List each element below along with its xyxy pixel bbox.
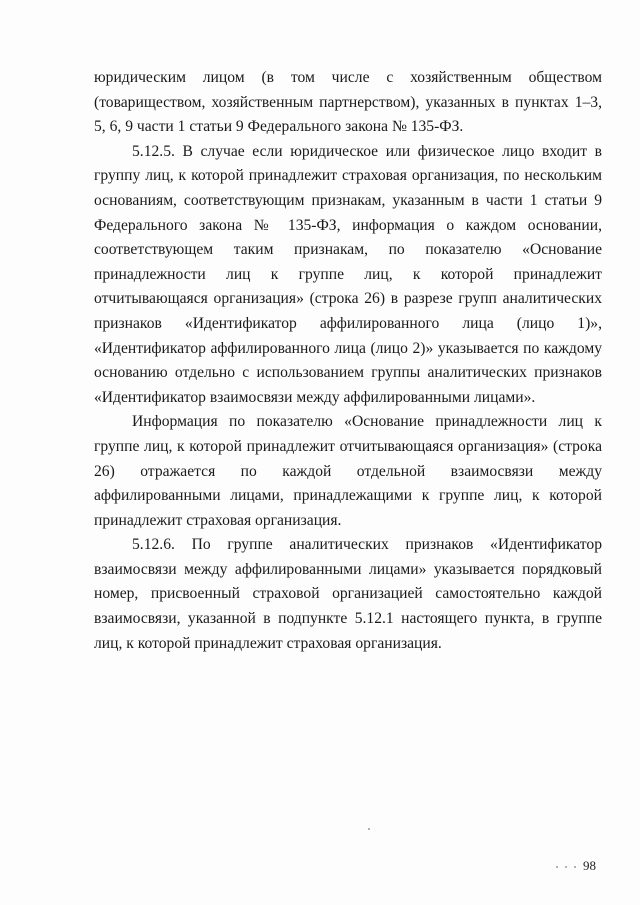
scan-speck	[565, 866, 567, 868]
paragraph-information: Информация по показателю «Основание принадлежности лиц к группе лиц, к которой принадлежит отчитывающаяся организация» (строка 26) отражается по каждой отдельной взаимосвязи между аффилированными лицами, принадлежащими к группе лиц, к которой принадлежит страховая организация.	[94, 413, 602, 529]
paragraph-5-12-5: 5.12.5. В случае если юридическое или физическое лицо входит в группу лиц, к которой принадлежит страховая организация, по нескольким основаниям, соответствующим признакам, указанным в части 1 статьи 9 Федерального закона № 135-ФЗ, информация о каждом основании, соответствующем таким признакам, по показателю «Основание принадлежности лиц к группе лиц, к которой принадлежит отчитывающаяся организация» (строка 26) в разрезе групп аналитических признаков «Идентификатор аффилированного лица (лицо 1)», «Идентификатор аффилированного лица (лицо 2)» указывается по каждому основанию отдельно с использованием группы аналитических признаков «Идентификатор взаимосвязи между аффилированными лицами».	[94, 142, 602, 406]
scan-speck	[556, 866, 558, 868]
scan-speck	[574, 866, 576, 868]
page-number: 98	[583, 858, 596, 873]
paragraph-5-12-6: 5.12.6. По группе аналитических признаков «Идентификатор взаимосвязи между аффилированными лицами» указывается порядковый номер, присвоенный страховой организацией самостоятельно каждой взаимосвязи, указанной в подпункте 5.12.1 настоящего пункта, в группе лиц, к которой принадлежит страховая организация.	[94, 536, 602, 652]
paragraph-continuation: юридическим лицом (в том числе с хозяйственным обществом (товариществом, хозяйственным партнерством), указанных в пунктах 1–3, 5, 6, 9 части 1 статьи 9 Федерального закона № 135-ФЗ.	[94, 69, 602, 136]
body-text	[94, 66, 602, 656]
scan-speck	[368, 828, 370, 830]
